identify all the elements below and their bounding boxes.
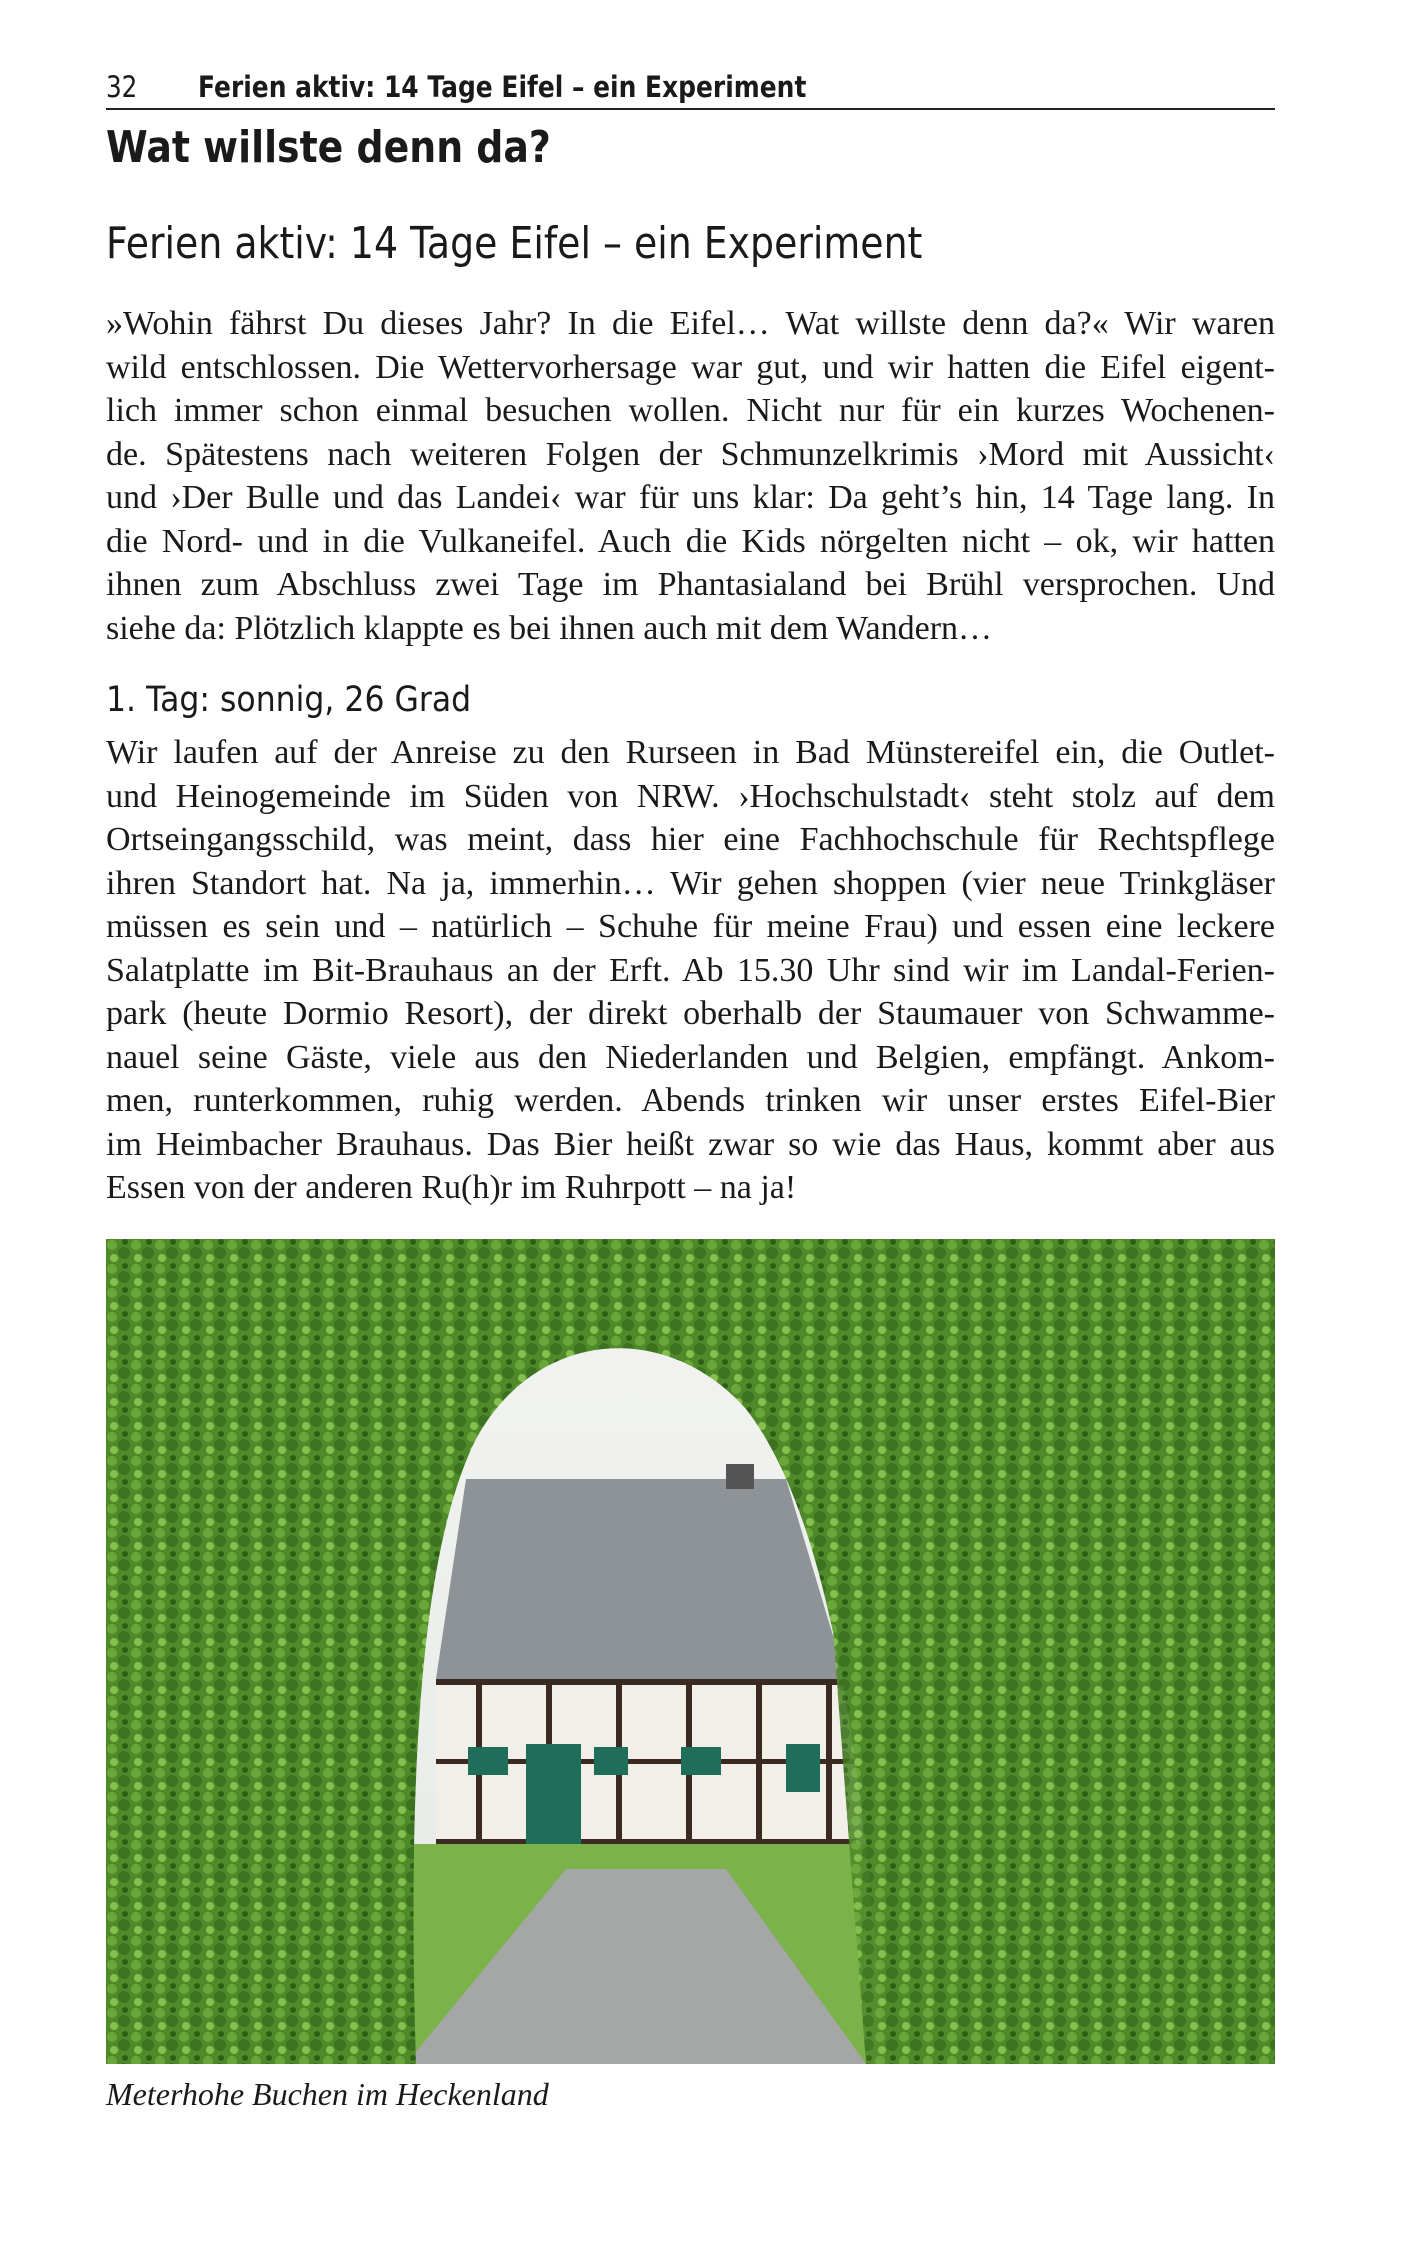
text-line: im Heimbacher Brauhaus. Das Bier heißt zwar so wie das Haus, kommt aber aus: [106, 1125, 1275, 1163]
green-door: [526, 1744, 581, 1844]
hedge-arch-photo: [106, 1239, 1275, 2064]
text-line: park (heute Dormio Resort), der direkt oberhalb der Staumauer von Schwamme-: [106, 995, 1275, 1032]
text-line: Salatplatte im Bit-Brauhaus an der Erft. Ab 15.30 Uhr sind wir im Landal-Ferien-: [106, 951, 1275, 989]
text-line: men, runterkommen, ruhig werden. Abends trinken wir unser erstes Eifel-Bier: [106, 1082, 1275, 1119]
chapter-title: Wat willste denn da?: [106, 122, 551, 173]
page-number: 32: [106, 70, 138, 104]
roof: [436, 1479, 846, 1679]
text-line: die Nord- und in die Vulkaneifel. Auch die Kids nörgelten nicht – ok, wir hatten: [106, 522, 1275, 560]
text-line: »Wohin fährst Du dieses Jahr? In die Eifel… Wat willste denn da?« Wir waren: [106, 305, 1275, 342]
text-line: und ›Der Bulle und das Landei‹ war für uns klar: Da geht’s hin, 14 Tage lang. In: [106, 479, 1275, 516]
photo-caption: Meterhohe Buchen im Heckenland: [106, 2076, 549, 2112]
text-line: nauel seine Gäste, viele aus den Niederlanden und Belgien, empfängt. Ankom-: [106, 1038, 1275, 1076]
day1-paragraph: [106, 731, 1275, 1210]
header-rule: [106, 108, 1275, 110]
text-line: de. Spätestens nach weiteren Folgen der Schmunzelkrimis ›Mord mit Aussicht‹: [106, 435, 1275, 473]
section-subtitle: Ferien aktiv: 14 Tage Eifel – ein Experiment: [106, 218, 923, 269]
text-line: lich immer schon einmal besuchen wollen. Nicht nur für ein kurzes Wochenen-: [106, 392, 1275, 429]
text-line: und Heinogemeinde im Süden von NRW. ›Hochschulstadt‹ steht stolz auf dem: [106, 777, 1275, 815]
text-line: Wir laufen auf der Anreise zu den Rurseen in Bad Münstereifel ein, die Outlet-: [106, 734, 1275, 771]
text-line: ihren Standort hat. Na ja, immerhin… Wir gehen shoppen (vier neue Trinkgläser: [106, 864, 1275, 902]
running-title: Ferien aktiv: 14 Tage Eifel – ein Experiment: [198, 70, 807, 104]
text-line: wild entschlossen. Die Wettervorhersage war gut, und wir hatten die Eifel eigent-: [106, 348, 1275, 386]
text-line: Ortseingangsschild, was meint, dass hier eine Fachhochschule für Rechtspflege: [106, 821, 1275, 858]
running-header: [106, 70, 1275, 106]
text-line: siehe da: Plötzlich klappte es bei ihnen auch mit dem Wandern…: [106, 609, 993, 647]
text-line: müssen es sein und – natürlich – Schuhe für meine Frau) und essen eine leckere: [106, 908, 1275, 945]
day-heading: 1. Tag: sonnig, 26 Grad: [106, 680, 472, 720]
intro-paragraph: [106, 302, 1275, 650]
text-line: ihnen zum Abschluss zwei Tage im Phantasialand bei Brühl versprochen. Und: [106, 566, 1275, 603]
text-line: Essen von der anderen Ru(h)r im Ruhrpott – na ja!: [106, 1169, 797, 1206]
